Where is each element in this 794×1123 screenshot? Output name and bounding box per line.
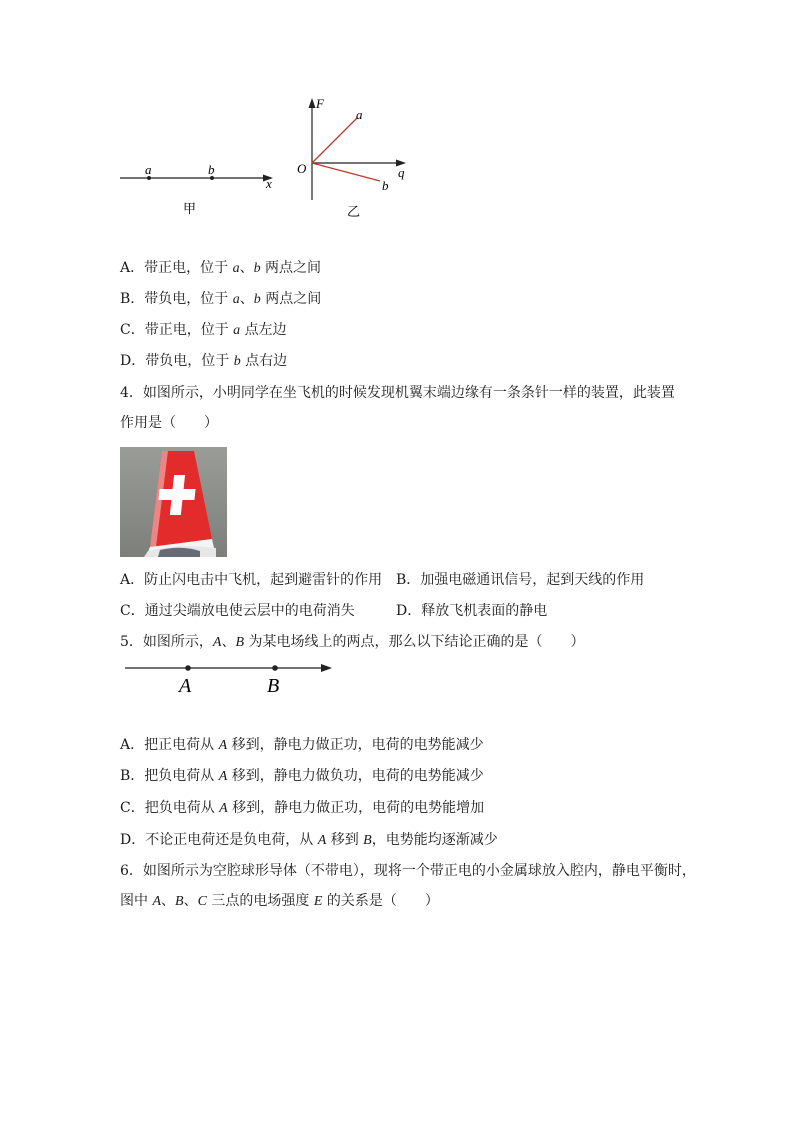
q4-stem-line1: 4．如图所示，小明同学在坐飞机的时候发现机翼末端边缘有一条条针一样的装置，此装置 [120,385,675,401]
q5-field-line-figure [120,656,340,698]
line-b-label: b [382,178,389,193]
q4-stem-line2: 作用是（ ） [120,415,218,431]
q5-stem: 5．如图所示，A、B 为某电场线上的两点，那么以下结论正确的是（ ） [120,634,585,650]
point-a-dot [185,665,191,671]
q4-option-d: D．释放飞机表面的静电 [396,603,548,619]
figure-yi [290,92,420,222]
q4-option-b: B．加强电磁通讯信号，起到天线的作用 [396,572,645,588]
f-axis-label: F [316,96,324,111]
line-a [312,118,357,163]
line-a-label: a [356,107,363,122]
q5-option-c: C．把负电荷从 A 移到，静电力做正功，电荷的电势能增加 [120,800,485,816]
origin-label: O [297,161,307,176]
q3-option-d: D．带负电，位于 b 点右边 [120,353,288,369]
point-a-label: a [145,162,152,177]
q3-option-b: B．带负电，位于 a、b 两点之间 [120,291,322,307]
point-b-dot [272,665,278,671]
f-axis-arrow [309,98,316,108]
airplane-tail-photo [120,447,227,557]
q3-option-a: A．带正电，位于 a、b 两点之间 [120,260,322,276]
q4-option-a: A．防止闪电击中飞机，起到避雷针的作用 [120,572,383,588]
line-b [312,163,380,181]
figure-jia [115,155,285,225]
q5-option-b: B．把负电荷从 A 移到，静电力做负功，电荷的电势能减少 [120,768,484,784]
point-b-label: B [267,675,280,697]
figure-jia-caption: 甲 [183,202,197,217]
point-a-label: A [179,675,192,697]
figure-yi-caption: 乙 [347,205,361,220]
q-axis-label: q [398,165,405,180]
q6-stem-line1: 6．如图所示为空腔球形导体（不带电），现将一个带正电的小金属球放入腔内，静电平衡时， [120,863,696,879]
point-b-label: b [208,162,215,177]
q5-option-d: D．不论正电荷还是负电荷，从 A 移到 B，电势能均逐渐减少 [120,832,498,848]
field-line-arrow [321,664,332,672]
q5-option-a: A．把正电荷从 A 移到，静电力做正功，电荷的电势能减少 [120,737,484,753]
x-axis-label: x [266,176,272,191]
q4-option-c: C．通过尖端放电使云层中的电荷消失 [120,603,355,619]
q6-stem-line2: 图中 A、B、C 三点的电场强度 E 的关系是（ ） [120,893,439,909]
q3-option-c: C．带正电，位于 a 点左边 [120,322,287,338]
